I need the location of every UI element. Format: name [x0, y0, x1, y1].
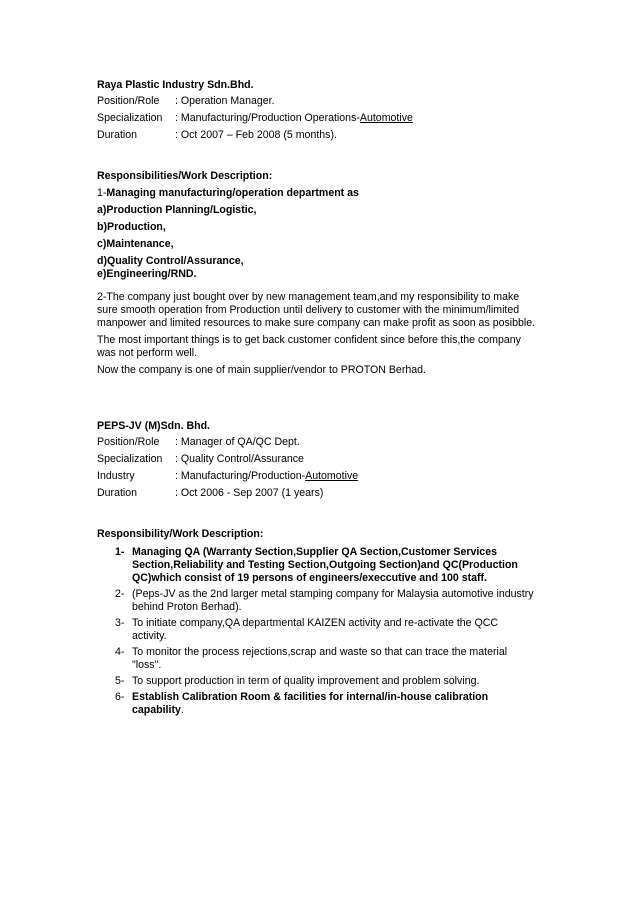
job1-details — [97, 93, 547, 144]
list-item-number: 6- — [115, 691, 125, 703]
list-item-line: activity. — [132, 630, 167, 642]
list-item-number: 2- — [115, 588, 125, 600]
job1-position-value: : Operation Manager. — [175, 95, 275, 107]
job1-para2 — [97, 334, 547, 360]
job1-specialization-value: : Manufacturing/Production Operations- — [175, 112, 360, 124]
job1-para3-line1: Now the company is one of main supplier/vendor to PROTON Berhad. — [97, 364, 426, 376]
list-item-line: behind Proton Berhad). — [132, 601, 242, 613]
list-item-line: QC)which consist of 19 persons of engineers/execcutive and 100 staff. — [132, 572, 487, 584]
job1-resp-item1-prefix: 1- — [97, 187, 107, 199]
job1-para1-line1: 2-The company just bought over by new management team,and my responsibility to make — [97, 291, 520, 303]
list-item-number: 4- — [115, 646, 125, 658]
job2-position-label: Position/Role — [97, 436, 160, 448]
list-item-number: 1- — [115, 546, 125, 558]
job2-duration-label: Duration — [97, 487, 138, 499]
list-item — [97, 646, 537, 672]
job1-header — [97, 76, 547, 94]
job2-company: PEPS-JV (M)Sdn. Bhd. — [97, 420, 211, 432]
list-item-line: Establish Calibration Room & facilities for internal/in-house calibration — [132, 691, 489, 703]
job2-specialization-label: Specialization — [97, 453, 163, 465]
job2-specialization-value: : Quality Control/Assurance — [175, 453, 304, 465]
job2-resp-heading-block — [97, 525, 547, 543]
list-item — [97, 588, 537, 614]
job1-specialization-label: Specialization — [97, 112, 163, 124]
job2-industry-label: Industry — [97, 470, 135, 482]
job1-resp-item1-text: Managing manufacturing/operation department as — [106, 187, 359, 199]
job1-duration-value: : Oct 2007 – Feb 2008 (5 months). — [175, 129, 337, 141]
job1-para2-line2: was not perform well. — [97, 347, 198, 359]
list-item-number: 3- — [115, 617, 125, 629]
job1-resp-sub-b: b)Production, — [97, 221, 166, 233]
job1-specialization-row — [97, 110, 547, 127]
job1-para1 — [97, 291, 547, 330]
job1-para2-line1: The most important things is to get back customer confident since before this,the company — [97, 334, 521, 346]
job1-responsibilities — [97, 168, 547, 281]
list-item-line: capability — [132, 704, 181, 716]
job2-specialization-row — [97, 451, 547, 468]
job2-resp-list — [97, 546, 537, 720]
job1-company: Raya Plastic Industry Sdn.Bhd. — [97, 79, 254, 91]
job1-notes — [97, 291, 547, 381]
list-item-line: (Peps-JV as the 2nd larger metal stamping company for Malaysia automotive industry — [132, 588, 534, 600]
list-item-line: Managing QA (Warranty Section,Supplier QA Section,Customer Services — [132, 546, 497, 558]
job1-resp-sub-e: e)Engineering/RND. — [97, 268, 197, 280]
job2-duration-value: : Oct 2006 - Sep 2007 (1 years) — [175, 487, 324, 499]
job1-resp-sub-a: a)Production Planning/Logistic, — [97, 204, 257, 216]
job1-duration-row — [97, 127, 547, 144]
job1-position-label: Position/Role — [97, 95, 160, 107]
job2-details — [97, 434, 547, 502]
list-item — [97, 546, 537, 585]
list-item — [97, 691, 537, 717]
job1-position-row — [97, 93, 547, 110]
job2-industry-row — [97, 468, 547, 485]
list-item-tail: . — [180, 704, 184, 716]
list-item-line: To monitor the process rejections,scrap and waste so that can trace the material — [132, 646, 508, 658]
job1-duration-label: Duration — [97, 129, 138, 141]
job2-position-row — [97, 434, 547, 451]
list-item-line: Section,Reliability and Testing Section,Outgoing Section)and QC(Production — [132, 559, 518, 571]
list-item-line: "loss". — [132, 659, 162, 671]
job1-resp-heading: Responsibilities/Work Description: — [97, 170, 273, 182]
list-item-number: 5- — [115, 675, 125, 687]
job2-resp-heading: Responsibility/Work Description: — [97, 528, 264, 540]
list-item-line: To initiate company,QA departmental KAIZEN activity and re-activate the QCC — [132, 617, 499, 629]
list-item-line: To support production in term of quality improvement and problem solving. — [132, 675, 480, 687]
job2-industry-link[interactable]: Automotive — [305, 470, 359, 482]
job2-position-value: : Manager of QA/QC Dept. — [175, 436, 300, 448]
job2-duration-row — [97, 485, 547, 502]
job1-para1-line2: sure smooth operation from Production until delivery to customer with the minimum/limited — [97, 304, 520, 316]
job2-industry-value: : Manufacturing/Production- — [175, 470, 306, 482]
job2-header — [97, 417, 547, 435]
job1-para1-line3: manpower and limited resources to make sure company can make profit as soon as posibble. — [97, 317, 536, 329]
job1-specialization-link[interactable]: Automotive — [359, 112, 413, 124]
job1-resp-item1 — [97, 185, 547, 202]
list-item — [97, 617, 537, 643]
job1-para3 — [97, 364, 547, 377]
job1-resp-sub-d: d)Quality Control/Assurance, — [97, 255, 244, 267]
job1-resp-sub-c: c)Maintenance, — [97, 238, 174, 250]
list-item — [97, 675, 537, 688]
